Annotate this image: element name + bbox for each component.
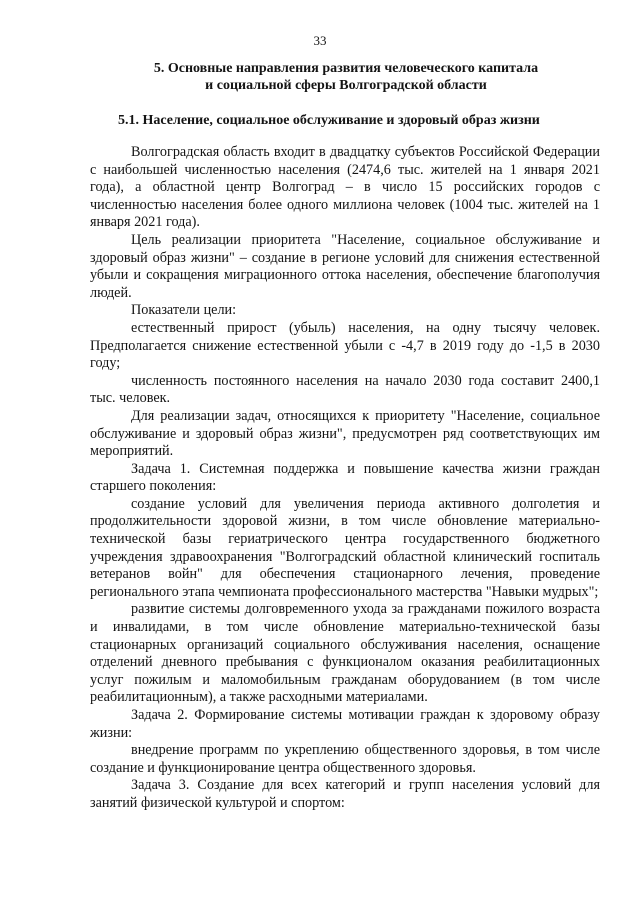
section-title-line-2: и социальной сферы Волгоградской области xyxy=(205,78,487,93)
page-number: 33 xyxy=(313,33,327,48)
paragraph-measures: Для реализации задач, относящихся к приоритету "Население, социальное обслуживание и здоровый образ жизни", предусмотрен ряд соответствующих им мероприятий. xyxy=(90,407,600,460)
paragraph-task-3: Задача 3. Создание для всех категорий и групп населения условий для занятий физической культурой и спортом: xyxy=(90,777,600,811)
paragraph-goal: Цель реализации приоритета "Население, социальное обслуживание и здоровый образ жизни" – создание в регионе условий для снижения естественной убыли и сокращения миграционного оттока населения, обеспечение благополучия людей. xyxy=(90,231,600,301)
section-title xyxy=(90,60,602,94)
paragraph-intro: Волгоградская область входит в двадцатку субъектов Российской Федерации с наибольшей численностью населения (2474,6 тыс. жителей на 1 января 2021 года), а областной центр Волгоград – в число 15 российских городов с численностью населения более одного миллиона человек (1004 тыс. жителей на 1 января 2021 года). xyxy=(90,144,600,231)
paragraph-indicator-natural-growth: естественный прирост (убыль) населения, на одну тысячу человек. Предполагается снижение естественной убыли с -4,7 в 2019 году до -1,5 в 2030 году; xyxy=(90,319,600,372)
subsection-title: 5.1. Население, социальное обслуживание и здоровый образ жизни xyxy=(118,113,540,128)
paragraph-indicator-population: численность постоянного населения на начало 2030 года составит 2400,1 тыс. человек. xyxy=(90,372,600,407)
paragraph-task-2-item-1: внедрение программ по укреплению общественного здоровья, в том числе создание и функционирование центра общественного здоровья. xyxy=(90,742,600,776)
paragraph-indicators-heading: Показатели цели: xyxy=(131,302,237,319)
paragraph-task-2: Задача 2. Формирование системы мотивации граждан к здоровому образу жизни: xyxy=(90,707,600,741)
body-text xyxy=(90,144,600,813)
paragraph-task-1-item-1: создание условий для увеличения периода активного долголетия и продолжительности здоровой жизни, в том числе обновление материально-технической базы гериатрического центра государственного бюджетного учреждения здравоохранения "Волгоградский областной клинический госпиталь ветеранов войн" для обеспечения стационарного лечения, проведение регионального этапа чемпионата профессионального мастерства "Навыки мудрых"; xyxy=(90,495,600,600)
paragraph-task-1: Задача 1. Системная поддержка и повышение качества жизни граждан старшего поколения: xyxy=(90,460,600,495)
section-title-line-1: 5. Основные направления развития человеческого капитала xyxy=(153,61,539,76)
paragraph-task-1-item-2: развитие системы долговременного ухода за гражданами пожилого возраста и инвалидами, в том числе обновление материально-технической базы стационарных организаций социального обслуживания населения, оснащение отделений дневного пребывания с функционалом оказания реабилитационных услуг пожилым и маломобильным гражданам оборудованием (в том числе реабилитационным), а также расходными материалами. xyxy=(90,601,600,706)
